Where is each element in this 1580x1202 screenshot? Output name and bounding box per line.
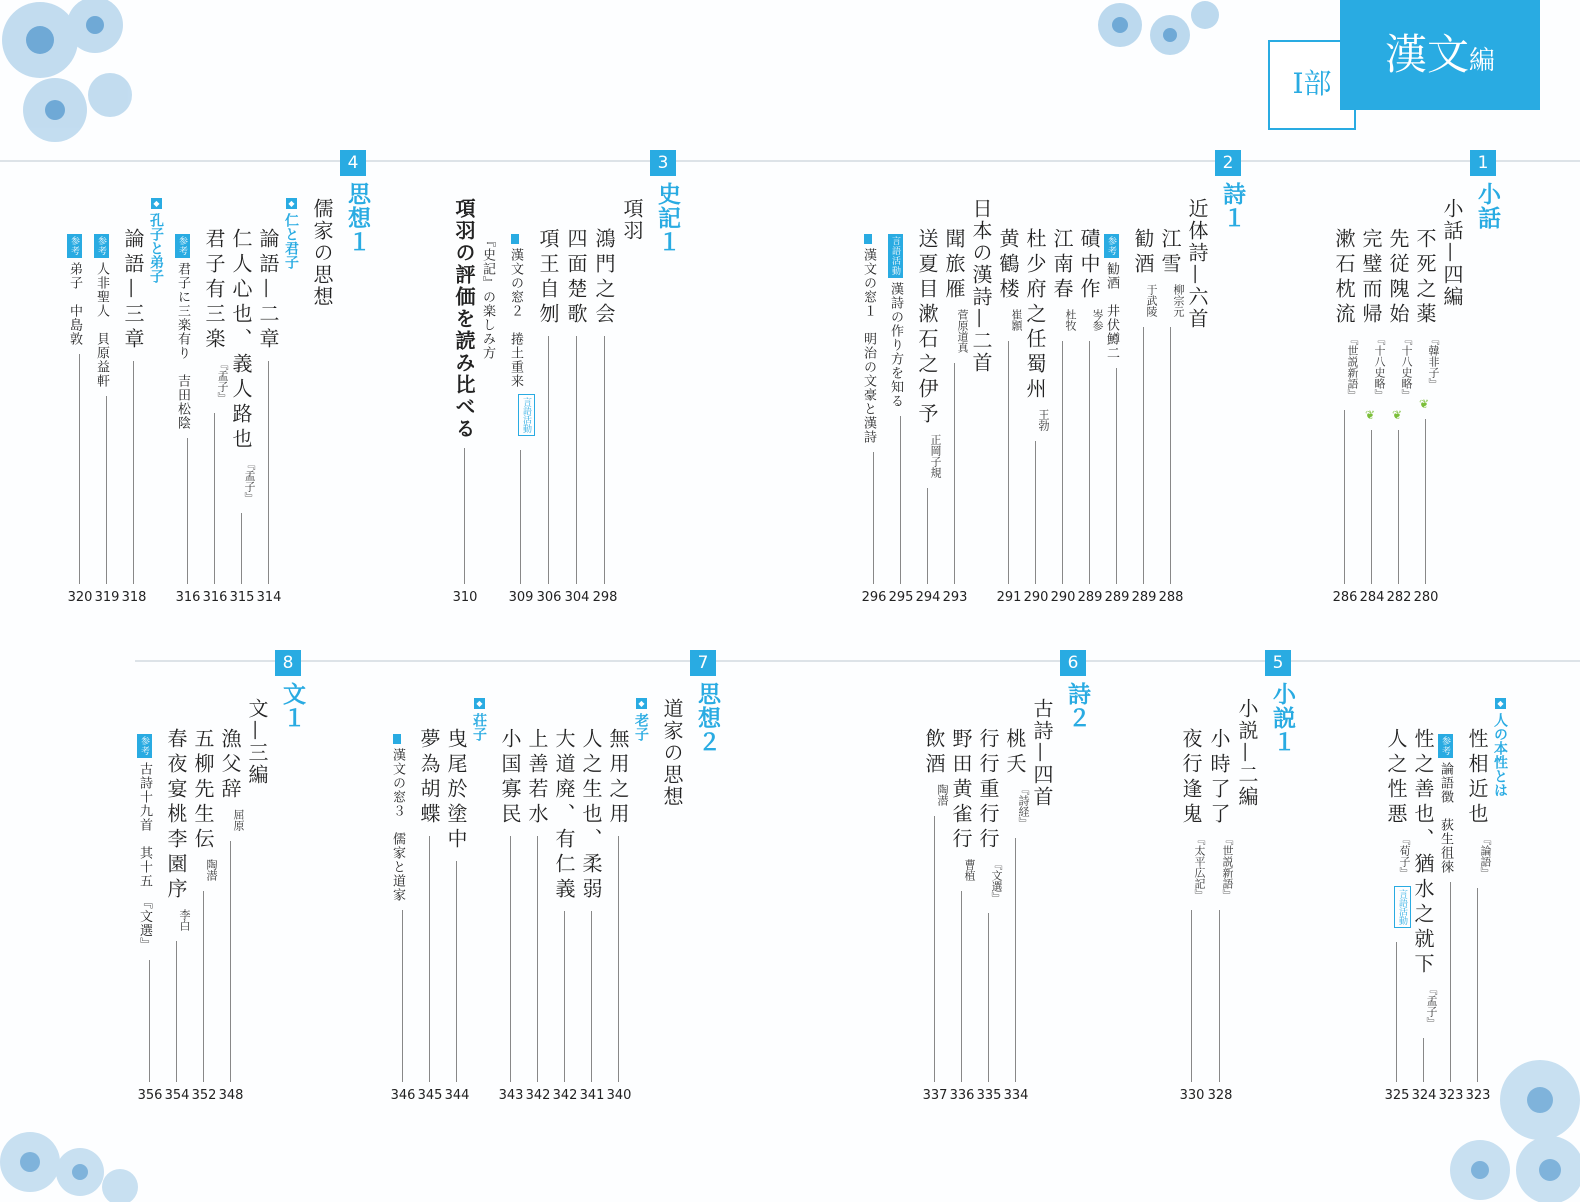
entry-text: 鴻門之会 <box>592 228 616 328</box>
unit-title: 思想２ <box>694 682 721 754</box>
toc-entry[interactable] <box>243 0 273 1202</box>
entry-author: 菅原道真 <box>956 309 969 353</box>
page-number: 290 <box>1023 590 1049 605</box>
page-number: 334 <box>1003 1088 1029 1103</box>
unit-number: 6 <box>1060 650 1086 676</box>
toc-entry[interactable] <box>1205 0 1235 1202</box>
entry-text: 江南春 <box>1050 228 1074 303</box>
entry-title <box>1233 698 1262 808</box>
page-number: 325 <box>1384 1088 1410 1103</box>
leader-line <box>591 911 592 1082</box>
entry-author: 岑参 <box>1091 309 1104 331</box>
toc-entry[interactable] <box>469 0 499 1202</box>
entry-title <box>216 728 245 803</box>
unit-title: 詩２ <box>1064 682 1091 730</box>
entry-text: 古詩十九首 其十五 『文選』 <box>137 762 152 952</box>
unit-number: 3 <box>650 150 676 176</box>
entry-title <box>631 698 651 741</box>
entry-title <box>920 728 949 778</box>
activity-icon <box>1394 886 1411 932</box>
leader-line <box>1344 410 1345 584</box>
unit-number: 2 <box>1215 150 1241 176</box>
leader-line <box>537 836 538 1082</box>
toc-entry[interactable] <box>1233 0 1263 1202</box>
leaf-icon: ❦ <box>1392 408 1403 422</box>
toc-entry[interactable] <box>947 0 977 1202</box>
toc-entry[interactable] <box>496 0 526 1202</box>
entry-title <box>442 728 471 853</box>
entry-text: 漢文の窓１ 明治の文豪と漢詩 <box>861 248 876 444</box>
reference-icon: 参考 <box>67 234 82 258</box>
entry-title <box>1409 728 1438 978</box>
toc-entry[interactable] <box>162 0 192 1202</box>
page-number: 295 <box>888 590 914 605</box>
page-number: 346 <box>390 1088 416 1103</box>
page-number: 316 <box>202 590 228 605</box>
entry-title <box>1463 728 1492 828</box>
entry-author: 『十八史略』 <box>1373 334 1386 400</box>
entry-text: 四面楚歌 <box>564 228 588 328</box>
entry-title <box>859 234 878 444</box>
entry-text: 小話—四編 <box>1440 198 1464 308</box>
leader-line <box>510 836 511 1082</box>
toc-entry[interactable] <box>1490 0 1520 1202</box>
part-label: Ⅰ部 <box>1268 40 1356 130</box>
page-number: 328 <box>1207 1088 1233 1103</box>
diamond-icon: ◆ <box>475 699 484 708</box>
page-number: 343 <box>498 1088 524 1103</box>
entry-title <box>1001 728 1030 778</box>
entry-author: 李白 <box>178 909 191 931</box>
entry-text: 送夏目漱石之伊予 <box>915 228 939 428</box>
page-number: 288 <box>1158 590 1184 605</box>
leader-line <box>203 891 204 1082</box>
section-label: 荘子 <box>471 713 487 741</box>
toc-entry[interactable] <box>442 0 472 1202</box>
page-number: 323 <box>1438 1088 1464 1103</box>
reference-icon: 参考 <box>1104 234 1119 258</box>
entry-text: 近体詩—六首 <box>1185 198 1209 330</box>
entry-title <box>1129 228 1158 278</box>
leader-line <box>1116 368 1117 584</box>
entry-text: 論語—三章 <box>121 228 145 353</box>
entry-text: 論語—二章 <box>256 228 280 353</box>
leader-line <box>1143 327 1144 584</box>
unit-number: 4 <box>340 150 366 176</box>
toc-entry[interactable] <box>189 0 219 1202</box>
toc-entry[interactable] <box>577 0 607 1202</box>
page-number: 342 <box>552 1088 578 1103</box>
unit-title: 思想１ <box>344 182 371 254</box>
entry-title <box>1490 698 1510 797</box>
toc-entry[interactable] <box>1436 0 1466 1202</box>
page-number: 341 <box>579 1088 605 1103</box>
entry-text: 勧酒 <box>1131 228 1155 278</box>
leader-line <box>133 361 134 584</box>
leader-line <box>1089 341 1090 584</box>
entry-text: 文—三編 <box>245 698 269 786</box>
page-number: 310 <box>452 590 478 605</box>
diamond-icon: ◆ <box>637 699 646 708</box>
leader-line <box>900 416 901 584</box>
entry-text: 漢詩の作り方を知る <box>888 282 903 408</box>
unit-title: 文１ <box>279 682 306 730</box>
entry-title <box>496 728 525 828</box>
leader-line <box>961 891 962 1082</box>
page-number: 309 <box>508 590 534 605</box>
reference-icon: 参考 <box>137 734 152 758</box>
activity-icon: 言語活動 <box>888 234 903 278</box>
toc-entry[interactable] <box>135 0 165 1202</box>
leader-line <box>1015 838 1016 1082</box>
leader-line <box>618 836 619 1082</box>
entry-text: 項羽の評価を読み比べる <box>452 198 476 440</box>
toc-entry[interactable] <box>65 0 95 1202</box>
unit-number: 7 <box>690 650 716 676</box>
leader-line <box>149 960 150 1082</box>
leader-line <box>1477 888 1478 1082</box>
entry-title <box>947 728 976 853</box>
page-number: 335 <box>976 1088 1002 1103</box>
entry-text: 人之生也、柔弱 <box>579 728 603 903</box>
entry-text: 杜少府之任蜀州 <box>1023 228 1047 403</box>
toc-entry[interactable] <box>1409 0 1439 1202</box>
entry-text: 小説—二編 <box>1235 698 1259 808</box>
entry-author: 柳宗元 <box>1172 284 1185 317</box>
unit-number: 8 <box>275 650 301 676</box>
entry-author: 『孟子』 <box>216 359 229 403</box>
page-number: 354 <box>164 1088 190 1103</box>
entry-text: 仁人心也、義人路也 <box>229 228 253 453</box>
leader-line <box>402 910 403 1082</box>
entry-text: 完璧而帰 <box>1359 228 1383 328</box>
leader-line <box>1219 910 1220 1082</box>
entry-author: 于武陵 <box>1145 284 1158 317</box>
entry-author: 『文選』 <box>990 859 1003 903</box>
entry-text: 『史記』の楽しみ方 <box>480 234 495 360</box>
page-number: 289 <box>1104 590 1130 605</box>
page-number: 316 <box>175 590 201 605</box>
entry-text: 野田黄雀行 <box>949 728 973 853</box>
entry-title <box>189 728 218 853</box>
toc-entry[interactable] <box>388 0 418 1202</box>
leader-line <box>1191 910 1192 1082</box>
entry-text: 夢為胡蝶 <box>417 728 441 828</box>
window-icon <box>393 734 401 744</box>
unit-number: 5 <box>1265 650 1291 676</box>
toc-entry[interactable] <box>1075 0 1105 1202</box>
toc-entry[interactable] <box>415 0 445 1202</box>
page-number: 318 <box>121 590 147 605</box>
reference-icon: 参考 <box>175 234 190 258</box>
entry-text: 先従隗始 <box>1386 228 1410 328</box>
section-suffix: 編 <box>1469 46 1496 76</box>
entry-text: 漢文の窓２ 捲土重来 <box>508 248 523 388</box>
toc-entry[interactable] <box>550 0 580 1202</box>
entry-text: 儒家の思想 <box>310 198 334 308</box>
toc-entry[interactable] <box>1001 0 1031 1202</box>
entry-title <box>415 728 444 828</box>
entry-text: 五柳先生伝 <box>191 728 215 853</box>
entry-title <box>523 728 552 828</box>
leader-line <box>1170 327 1171 584</box>
entry-author: 『荀子』 <box>1398 834 1411 878</box>
page-number: 290 <box>1050 590 1076 605</box>
unit-number: 1 <box>1470 150 1496 176</box>
leader-line <box>176 941 177 1082</box>
toc-entry[interactable] <box>1129 0 1159 1202</box>
page-number: 289 <box>1131 590 1157 605</box>
leaf-icon: ❦ <box>1365 408 1376 422</box>
entry-text: 夜行逢鬼 <box>1179 728 1203 828</box>
entry-text: 人非聖人 貝原益軒 <box>94 262 109 388</box>
entry-title <box>1028 698 1057 808</box>
unit-title: 小話 <box>1474 182 1501 230</box>
page-number: 280 <box>1413 590 1439 605</box>
entry-author: 『孟子』 <box>1425 984 1438 1028</box>
entry-text: 黄鶴楼 <box>996 228 1020 303</box>
toc-entry[interactable] <box>308 0 338 1202</box>
entry-text: 桃夭 <box>1003 728 1027 778</box>
entry-text: 性之善也、猶水之就下 <box>1411 728 1435 978</box>
entry-author: 『世説新語』 <box>1346 334 1359 400</box>
page-number: 286 <box>1332 590 1358 605</box>
entry-title <box>162 728 191 903</box>
entry-author: 陶潜 <box>936 784 949 806</box>
toc-entry[interactable] <box>604 0 634 1202</box>
leader-line <box>230 841 231 1082</box>
entry-author: 『孟子』 <box>243 459 256 503</box>
toc-entry[interactable] <box>216 0 246 1202</box>
entry-text: 論語徴 荻生徂徠 <box>1438 762 1453 874</box>
toc-entry[interactable] <box>859 0 889 1202</box>
entry-title <box>65 234 84 346</box>
page-number: 344 <box>444 1088 470 1103</box>
entry-author: 曹植 <box>963 859 976 881</box>
page-number: 336 <box>949 1088 975 1103</box>
toc-entry[interactable] <box>1102 0 1132 1202</box>
leader-line <box>564 911 565 1082</box>
toc-entry[interactable] <box>658 0 688 1202</box>
entry-title <box>974 728 1003 853</box>
entry-title <box>308 198 337 308</box>
leader-line <box>873 452 874 584</box>
entry-text: 小時了了 <box>1207 728 1231 828</box>
leader-line <box>988 913 989 1082</box>
entry-author: 陶潜 <box>205 859 218 881</box>
toc-entry[interactable] <box>886 0 916 1202</box>
page-number: 282 <box>1386 590 1412 605</box>
leader-line <box>106 396 107 584</box>
toc-entry[interactable] <box>92 0 122 1202</box>
entry-author: 『詩経』 <box>1017 784 1030 828</box>
reference-icon: 参考 <box>94 234 109 258</box>
page-number: 291 <box>996 590 1022 605</box>
page-number: 324 <box>1411 1088 1437 1103</box>
toc-entry[interactable] <box>631 0 661 1202</box>
toc-entry[interactable] <box>974 0 1004 1202</box>
entry-title <box>1205 728 1234 828</box>
entry-text: 項王自刎 <box>536 228 560 328</box>
toc-entry[interactable] <box>1382 0 1412 1202</box>
page-number: 298 <box>592 590 618 605</box>
entry-title <box>1330 228 1359 328</box>
unit-title: 小説１ <box>1269 682 1296 754</box>
page-number: 294 <box>915 590 941 605</box>
entry-text: 君子に三楽有り 吉田松陰 <box>175 262 190 430</box>
entry-author: 『太平広記』 <box>1193 834 1206 900</box>
toc-entry[interactable] <box>523 0 553 1202</box>
section-label: 人の本性とは <box>1492 713 1508 797</box>
leader-line <box>1450 882 1451 1082</box>
entry-text: 行行重行行 <box>976 728 1000 853</box>
leaf-icon: ❦ <box>1419 397 1430 411</box>
entry-title <box>604 728 633 828</box>
page-number: 319 <box>94 590 120 605</box>
entry-title <box>1177 728 1206 828</box>
entry-author: 『十八史略』 <box>1400 334 1413 400</box>
entry-text: 飲酒 <box>922 728 946 778</box>
leader-line <box>1062 341 1063 584</box>
diamond-icon: ◆ <box>1496 699 1505 708</box>
entry-text: 古詩—四首 <box>1030 698 1054 808</box>
entry-text: 磧中作 <box>1077 228 1101 303</box>
entry-text: 君子有三楽 <box>202 228 226 353</box>
toc-entry[interactable] <box>281 0 311 1202</box>
entry-author: 『世説新語』 <box>1221 834 1234 900</box>
unit-title: 史記１ <box>654 182 681 254</box>
entry-text: 不死之薬 <box>1413 228 1437 328</box>
section-label: 仁と君子 <box>283 213 299 269</box>
page-number: 293 <box>942 590 968 605</box>
entry-text: 漱石枕流 <box>1332 228 1356 328</box>
entry-text: 漁父辞 <box>218 728 242 803</box>
entry-title <box>550 728 579 903</box>
page-number: 342 <box>525 1088 551 1103</box>
page-number: 352 <box>191 1088 217 1103</box>
entry-author: 崔顥 <box>1010 309 1023 331</box>
section-label: 孔子と弟子 <box>148 213 164 283</box>
entry-text: 性相近也 <box>1465 728 1489 828</box>
entry-author: 王勃 <box>1037 409 1050 431</box>
entry-text: 項羽 <box>620 198 644 242</box>
entry-text: 弟子 中島敦 <box>67 262 82 346</box>
toc-entry[interactable] <box>1463 0 1496 1202</box>
page-number: 345 <box>417 1088 443 1103</box>
entry-title <box>243 698 272 786</box>
page-number: 330 <box>1179 1088 1205 1103</box>
activity-badge: 言語活動 <box>1394 886 1411 928</box>
toc-entry[interactable] <box>1330 0 1360 1202</box>
toc-entry[interactable] <box>1177 0 1207 1202</box>
page-number: 348 <box>218 1088 244 1103</box>
entry-text: 漢文の窓３ 儒家と道家 <box>390 748 405 902</box>
entry-text: 小国寡民 <box>498 728 522 828</box>
entry-author: 正岡子規 <box>929 434 942 478</box>
page-number: 323 <box>1465 1088 1491 1103</box>
entry-title <box>281 198 301 269</box>
entry-text: 上善若水 <box>525 728 549 828</box>
page-number: 337 <box>922 1088 948 1103</box>
window-icon <box>864 234 872 244</box>
leader-line <box>1423 1038 1424 1082</box>
entry-author: 『韓非子』 <box>1427 334 1440 389</box>
entry-text: 無用之用 <box>606 728 630 828</box>
page-number: 284 <box>1359 590 1385 605</box>
activity-badge: 言語活動 <box>518 394 535 436</box>
page-number: 320 <box>67 590 93 605</box>
entry-text: 春夜宴桃李園序 <box>164 728 188 903</box>
leader-line <box>934 816 935 1082</box>
diamond-icon: ◆ <box>287 199 296 208</box>
section-label: 老子 <box>633 713 649 741</box>
entry-title <box>1382 728 1411 828</box>
entry-text: 大道廃、有仁義 <box>552 728 576 903</box>
page-number: 296 <box>861 590 887 605</box>
entry-author: 『論語』 <box>1479 834 1492 878</box>
page-number: 356 <box>137 1088 163 1103</box>
entry-author: 杜牧 <box>1064 309 1077 331</box>
page-number: 314 <box>256 590 282 605</box>
diamond-icon: ◆ <box>152 199 161 208</box>
page-number: 315 <box>229 590 255 605</box>
page-number: 306 <box>536 590 562 605</box>
leader-line <box>456 861 457 1082</box>
entry-title <box>577 728 606 903</box>
entry-text: 江雪 <box>1158 228 1182 278</box>
toc-entry[interactable] <box>1028 0 1058 1202</box>
entry-text: 人之性悪 <box>1384 728 1408 828</box>
entry-text: 日本の漢詩—二首 <box>969 198 993 374</box>
entry-title <box>658 698 687 808</box>
entry-title <box>469 698 489 741</box>
reference-icon: 参考 <box>1438 734 1453 758</box>
entry-text: 曳尾於塗中 <box>444 728 468 853</box>
entry-title <box>135 734 154 952</box>
entry-text: 勧酒 井伏鱒二 <box>1104 262 1119 360</box>
entry-text: 道家の思想 <box>660 698 684 808</box>
page-number: 340 <box>606 1088 632 1103</box>
leader-line <box>1396 942 1397 1082</box>
toc-entry[interactable] <box>920 0 950 1202</box>
entry-author: 屈原 <box>232 809 245 831</box>
leader-line <box>429 836 430 1082</box>
entry-title <box>1075 228 1104 303</box>
unit-title: 詩１ <box>1219 182 1246 230</box>
entry-text: 聞旅雁 <box>942 228 966 303</box>
leader-line <box>79 354 80 584</box>
section-title: 漢文 <box>1384 30 1469 79</box>
page-number: 304 <box>564 590 590 605</box>
leader-line <box>1371 430 1372 584</box>
entry-title <box>388 734 407 902</box>
page-number: 289 <box>1077 590 1103 605</box>
